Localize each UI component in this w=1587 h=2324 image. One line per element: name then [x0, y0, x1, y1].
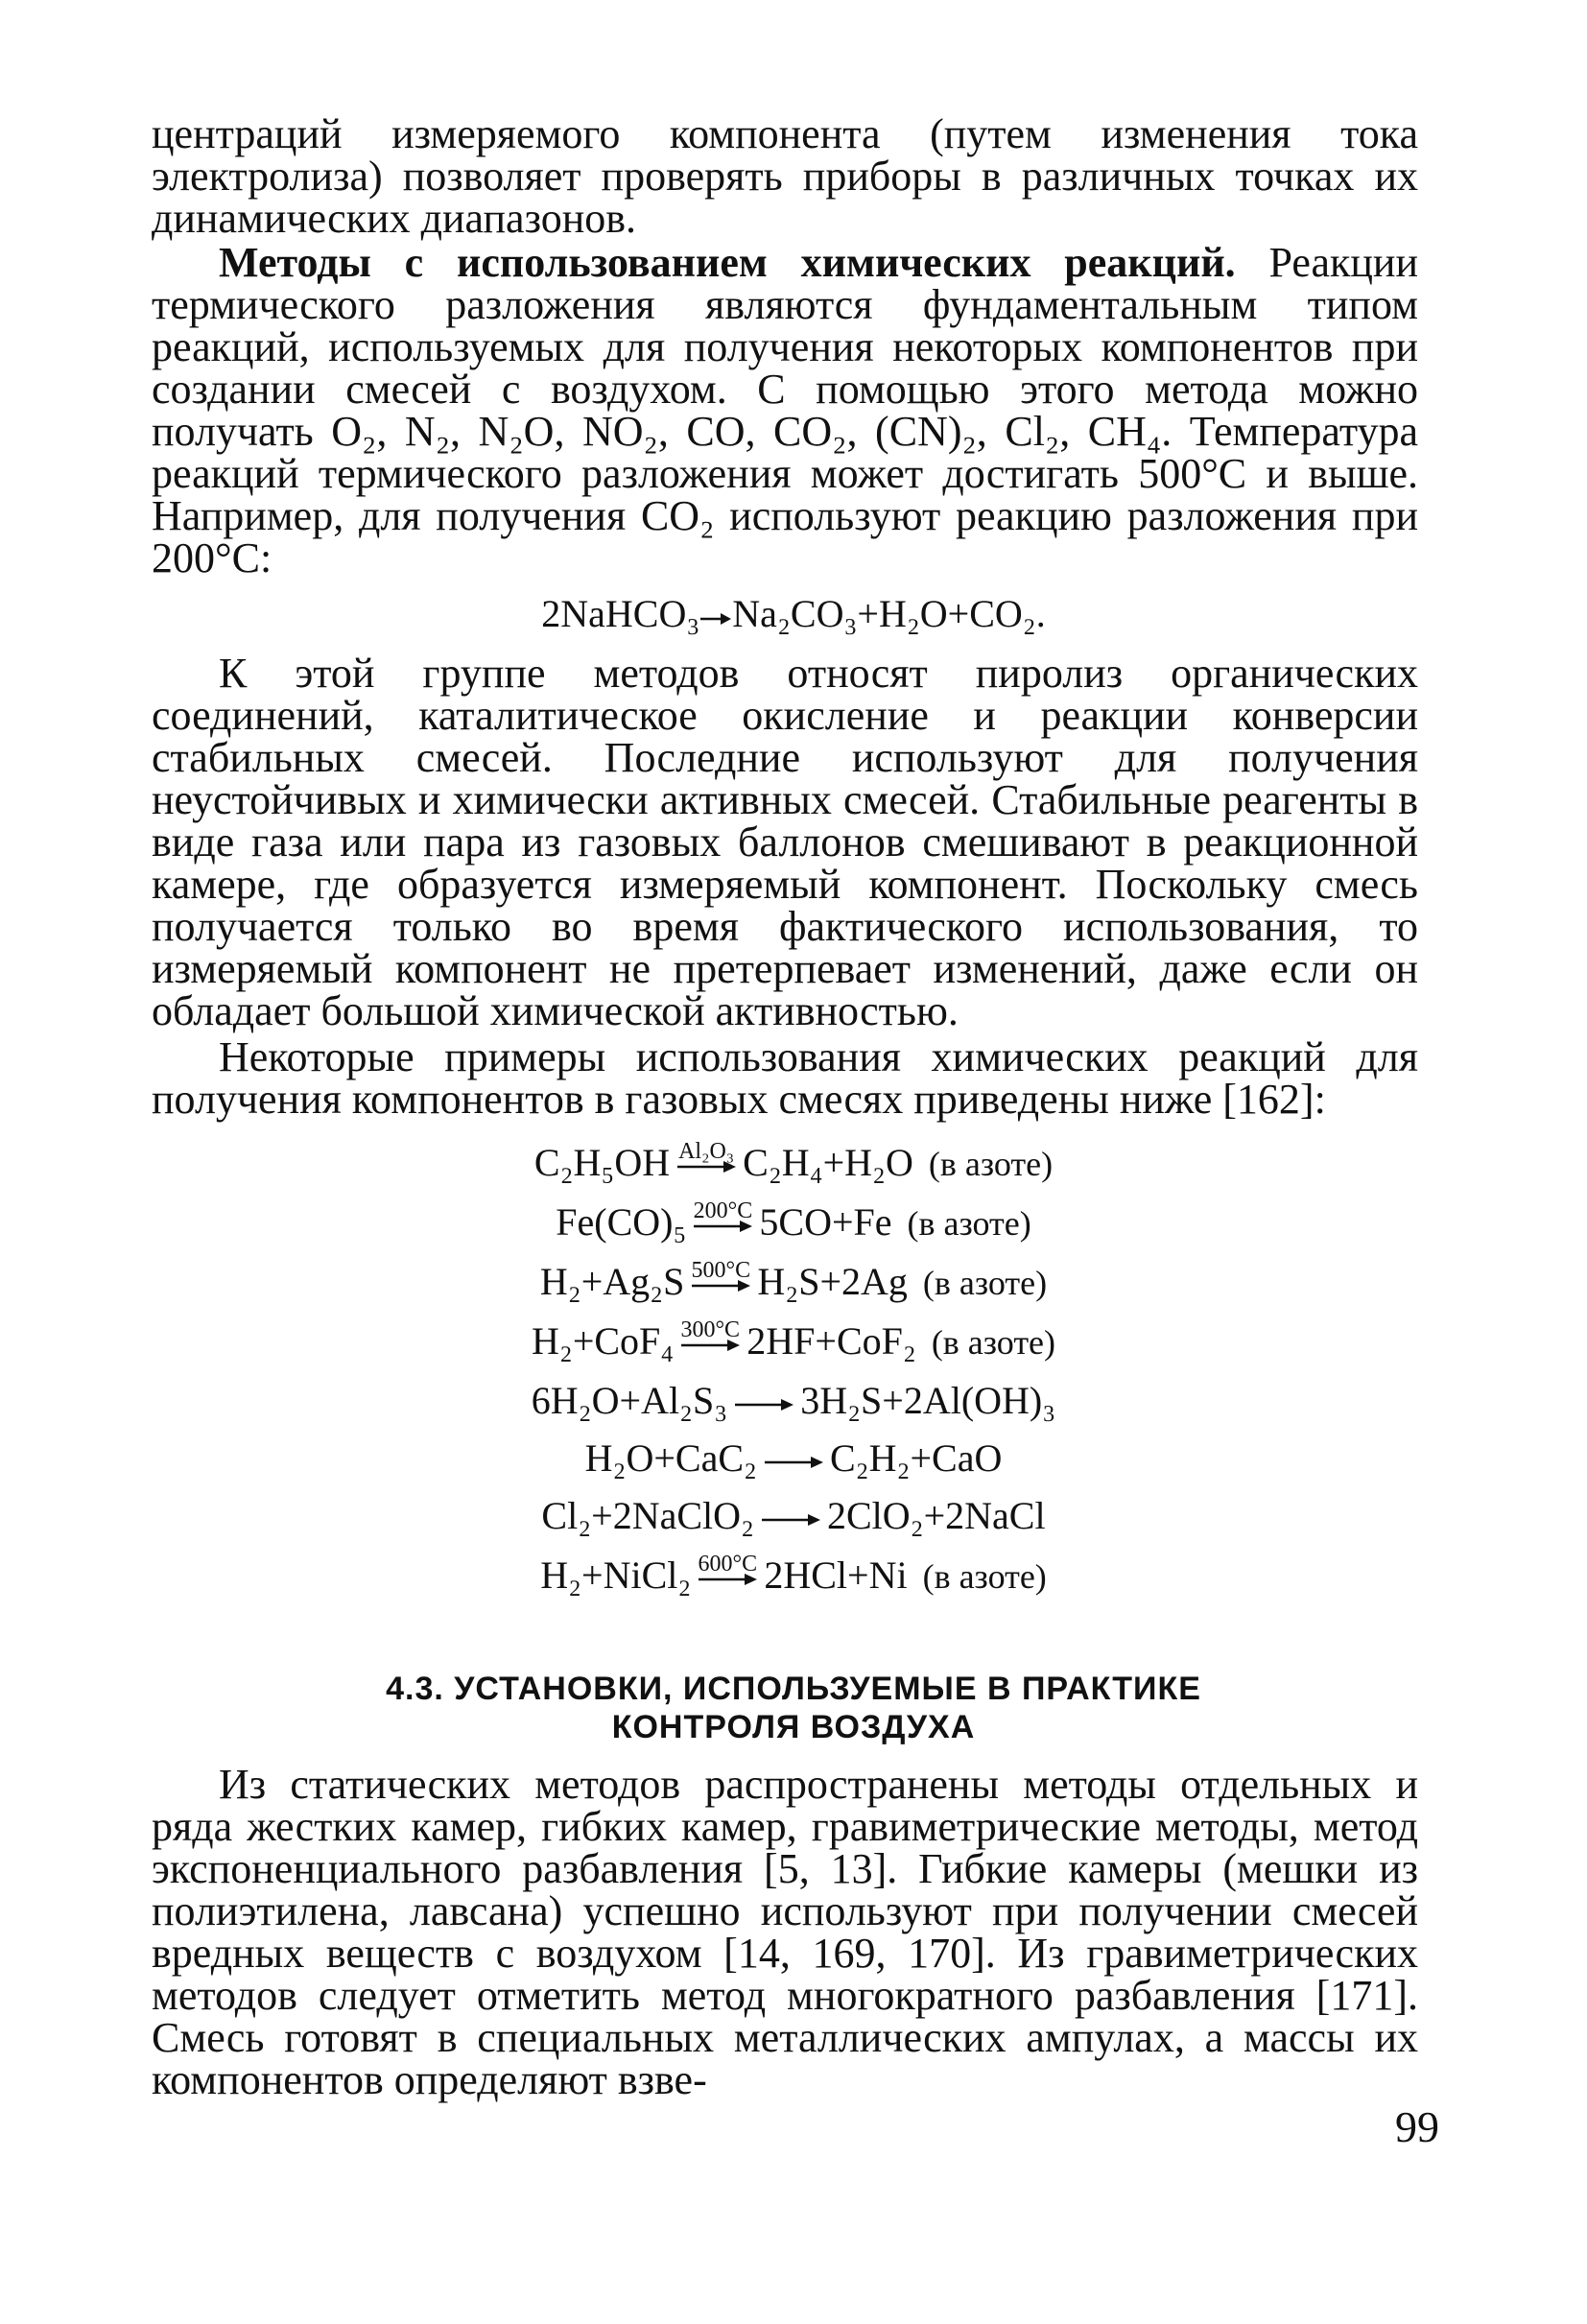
- reaction-right: H₂S+2Ag: [757, 1260, 908, 1303]
- reaction-row: [0, 1138, 1587, 1185]
- reaction-left: 6H₂O+Al₂S₃: [531, 1379, 728, 1422]
- page-number: 99: [1395, 2102, 1439, 2151]
- reaction-arrow: [697, 1551, 758, 1589]
- reaction-row: [0, 1316, 1587, 1364]
- section-heading-line-1: 4.3. УСТАНОВКИ, ИСПОЛЬЗУЕМЫЕ В ПРАКТИКЕ: [386, 1671, 1201, 1707]
- reaction-row: [0, 1198, 1587, 1245]
- reaction-note: (в азоте): [907, 1204, 1031, 1243]
- reaction-condition: 500°C: [691, 1257, 751, 1283]
- reaction-arrow-icon: [760, 1510, 821, 1530]
- reaction-arrow: [675, 1138, 737, 1176]
- section-heading: [0, 1670, 1587, 1746]
- reaction-condition: 200°C: [693, 1198, 753, 1223]
- reaction-right: 2HCl+Ni: [764, 1553, 908, 1597]
- reaction-right: 2ClO₂+2NaCl: [826, 1494, 1046, 1537]
- reaction-right: C₂H₄+H₂O: [743, 1141, 913, 1184]
- main-equation: [0, 593, 1587, 635]
- reaction-right: 2HF+CoF₂: [746, 1319, 916, 1363]
- reaction-row: [0, 1495, 1587, 1537]
- reaction-note: (в азоте): [922, 1557, 1047, 1596]
- reaction-condition: 600°C: [698, 1551, 758, 1577]
- paragraph-3-block: [152, 652, 1418, 1032]
- paragraph-5: Из статических методов распространены методы отдельных и ряда жестких камер, гибких камер, гравиметрические методы, метод экспоненциального разбавления [5, 13]. Гибкие камеры (мешки из полиэтилена, лавсана) успешно используют при получении смесей вредных веществ с воздухом [14, 169, 170]. Из гравиметрических методов следует отметить метод многократного разбавления [171]. Смесь готовят в специальных металлических ампулах, а массы их компонентов определяют взве-: [152, 1761, 1418, 2103]
- paragraph-1: центраций измеряемого компонента (путем изменения тока электролиза) позволяет проверять приборы в различных точках их динамических диапазонов.: [152, 110, 1418, 242]
- reaction-arrow-icon: [733, 1395, 794, 1414]
- reaction-left: H₂+NiCl₂: [540, 1553, 692, 1597]
- paragraph-2-body: Реакции термического разложения являются фундаментальным типом реакций, используемых для получения некоторых компонентов при создании смесей с воздухом. С помощью этого метода можно получать O₂, N₂, N₂O, NO₂, CO, CO₂, (CN)₂, Cl₂, CH₄. Температура реакций термического разложения может достигать 500°С и выше. Например, для получения CO₂ используют реакцию разложения при 200°С:: [152, 239, 1418, 581]
- reaction-left: H₂+Ag₂S: [539, 1260, 685, 1303]
- reaction-arrow-icon: [763, 1453, 824, 1472]
- reaction-row: [0, 1437, 1587, 1480]
- reaction-row: [0, 1380, 1587, 1422]
- paragraph-2-lead: Методы с использованием химических реакций.: [219, 239, 1236, 286]
- paragraph-4: Некоторые примеры использования химических реакций для получения компонентов в газовых смесях приведены ниже [162]:: [152, 1033, 1418, 1123]
- reaction-note: (в азоте): [922, 1264, 1048, 1302]
- reaction-right: 3H₂S+2Al(OH)₃: [800, 1379, 1056, 1422]
- reaction-arrow-icon: [692, 1217, 753, 1236]
- paragraph-4-block: [152, 1033, 1418, 1123]
- main-equation-left: 2NaHCO₃: [541, 592, 700, 635]
- paragraph-2-block: [152, 239, 1418, 581]
- reaction-arrow: [679, 1316, 741, 1355]
- reaction-left: Cl₂+2NaClO₂: [541, 1494, 754, 1537]
- main-equation-right: Na₂CO₃+H₂O+CO₂.: [732, 592, 1046, 635]
- reaction-arrow-icon: [690, 1276, 751, 1295]
- paragraph-3: К этой группе методов относят пиролиз органических соединений, каталитическое окисление и реакции конверсии стабильных смесей. Последние используют для получения неустойчивых и химически активных смесей. Стабильные реагенты в виде газа или пара из газовых баллонов смешивают в реакционной камере, где образуется измеряемый компонент. Поскольку смесь получается только во время фактического использования, то измеряемый компонент не претерпевает изменений, даже если он обладает большой химической активностью.: [152, 650, 1418, 1034]
- reaction-note: (в азоте): [931, 1323, 1056, 1362]
- reaction-condition: Al₂O₃: [678, 1138, 735, 1164]
- reaction-arrow-icon: [675, 1157, 737, 1176]
- reaction-arrow: [690, 1257, 751, 1295]
- reaction-right: 5CO+Fe: [759, 1200, 892, 1244]
- reaction-arrow: [733, 1395, 794, 1414]
- reaction-arrow-icon: [699, 611, 732, 627]
- reaction-left: H₂+CoF₄: [531, 1319, 675, 1363]
- paragraph-2: [152, 239, 1418, 581]
- reaction-left: H₂O+CaC₂: [584, 1436, 757, 1480]
- paragraph-1-block: [152, 110, 1418, 242]
- reaction-left: Fe(CO)₅: [556, 1200, 687, 1244]
- reaction-arrow: [760, 1510, 821, 1530]
- reaction-arrow-icon: [679, 1336, 741, 1355]
- section-heading-line-2: КОНТРОЛЯ ВОЗДУХА: [611, 1709, 976, 1745]
- reaction-row: [0, 1257, 1587, 1304]
- reaction-arrow: [692, 1198, 753, 1236]
- reaction-arrow: [763, 1453, 824, 1472]
- reaction-row: [0, 1551, 1587, 1598]
- reaction-condition: 300°C: [680, 1316, 741, 1342]
- reaction-note: (в азоте): [928, 1145, 1054, 1183]
- paragraph-5-block: [152, 1761, 1418, 2103]
- reaction-right: C₂H₂+CaO: [830, 1436, 1003, 1480]
- reaction-left: C₂H₅OH: [533, 1141, 671, 1184]
- reaction-arrow-icon: [697, 1570, 758, 1589]
